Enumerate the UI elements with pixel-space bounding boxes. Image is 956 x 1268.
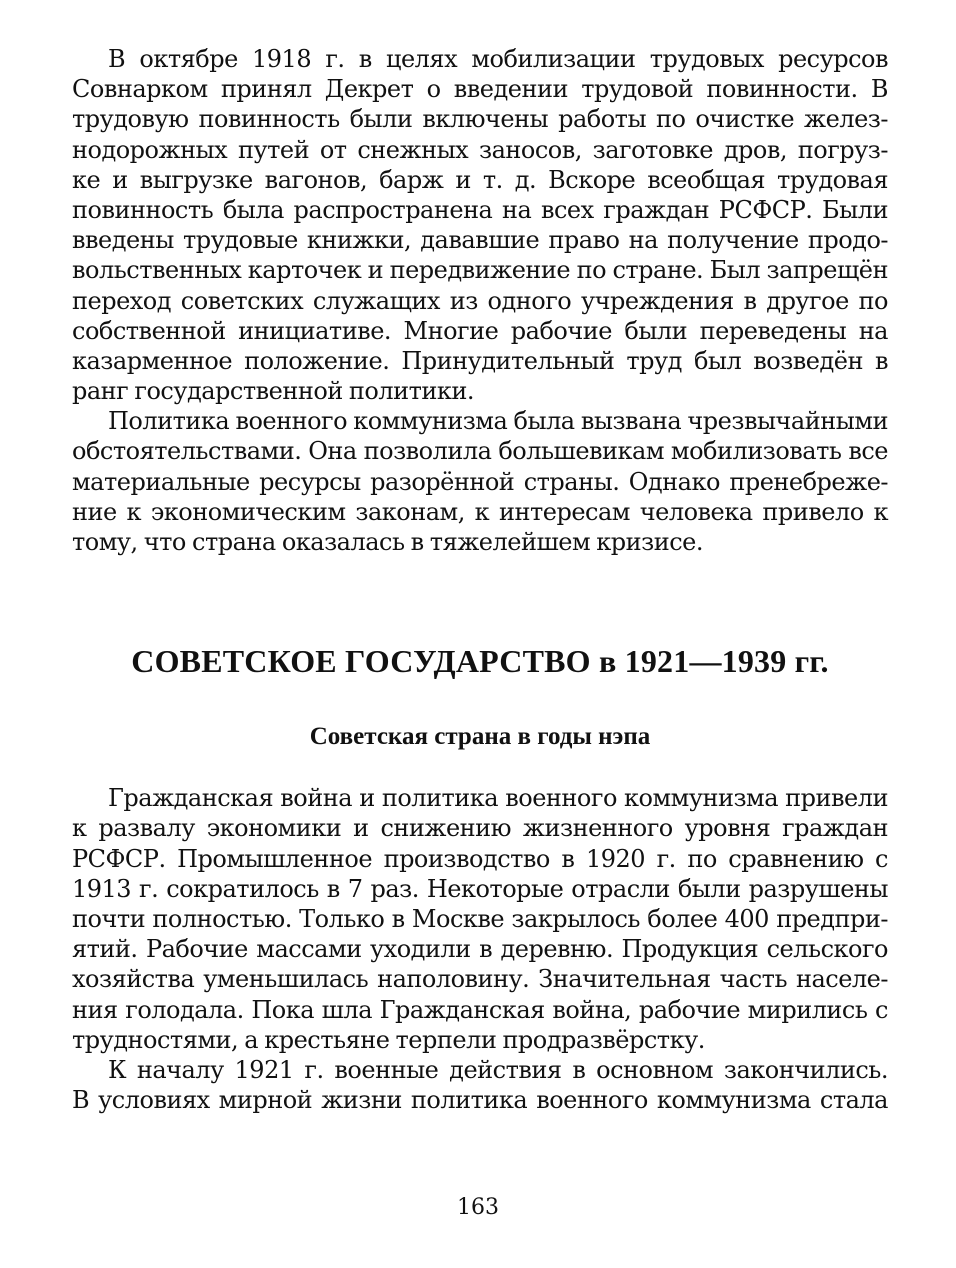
text-line: Политика военного коммунизма была вызвана чрезвычайными [108,407,888,436]
text-line: переход советских служащих из одного учреждения в другое по [72,286,888,315]
paragraph-civil-war-consequences [72,783,888,1055]
text-line: введены трудовые книжки, дававшие право на получение продо- [72,226,888,255]
text-line: трудовую повинность были включены работы по очистке желез- [72,105,888,134]
page-number: 163 [457,1195,499,1220]
text-line: собственной инициативе. Многие рабочие были переведены на [72,316,888,345]
text-line: к развалу экономики и снижению жизненного уровня граждан [72,814,888,843]
paragraph-labor-duty [72,44,888,406]
text-line: обстоятельствами. Она позволила большевикам мобилизовать все [72,437,888,466]
text-line: Совнарком принял Декрет о введении трудовой повинности. В [72,75,888,104]
text-line: хозяйства уменьшилась наполовину. Значительная часть населе- [72,965,888,994]
text-line: В условиях мирной жизни политика военного коммунизма стала [72,1086,888,1115]
text-line: почти полностью. Только в Москве закрылось более 400 предпри- [72,904,888,933]
text-line: нодорожных путей от снежных заносов, заготовке дров, погруз- [72,135,888,164]
spacer [72,753,888,783]
text-line: трудностями, а крестьяне терпели продразвёрстку. [72,1025,705,1054]
text-line: РСФСР. Промышленное производство в 1920 г. по сравнению с [72,844,888,873]
text-line: ранг государственной политики. [72,377,474,406]
text-line: материальные ресурсы разорённой страны. Однако пренебреже- [72,467,888,496]
chapter-title: СОВЕТСКОЕ ГОСУДАРСТВО в 1921—1939 гг. [131,643,829,680]
paragraph-1921-beginning [72,1055,888,1115]
text-line: В октябре 1918 г. в целях мобилизации трудовых ресурсов [108,45,888,73]
page-body [72,44,888,1115]
text-line: 1913 г. сократилось в 7 раз. Некоторые отрасли были разрушены [72,874,888,903]
spacer [72,557,888,641]
text-line: казарменное положение. Принудительный труд был возведён в [72,346,888,375]
text-line: К началу 1921 г. военные действия в основном закончились. [108,1055,888,1084]
paragraph-war-communism-summary [72,406,888,557]
text-line: ке и выгрузке вагонов, барж и т. д. Вскоре всеобщая трудовая [72,165,888,194]
text-line: Гражданская война и политика военного коммунизма привели [108,784,888,813]
text-line: ния голодала. Пока шла Гражданская война, рабочие мирились с [72,995,888,1024]
text-line: тому, что страна оказалась в тяжелейшем кризисе. [72,528,703,556]
text-line: вольственных карточек и передвижение по стране. Был запрещён [72,256,888,285]
text-line: ние к экономическим законам, к интересам человека привело к [72,497,888,526]
text-line: ятий. Рабочие массами уходили в деревню. Продукция сельского [72,935,888,964]
text-line: повинность была распространена на всех граждан РСФСР. Были [72,195,888,224]
spacer [72,681,888,721]
section-title: Советская страна в годы нэпа [309,723,651,751]
